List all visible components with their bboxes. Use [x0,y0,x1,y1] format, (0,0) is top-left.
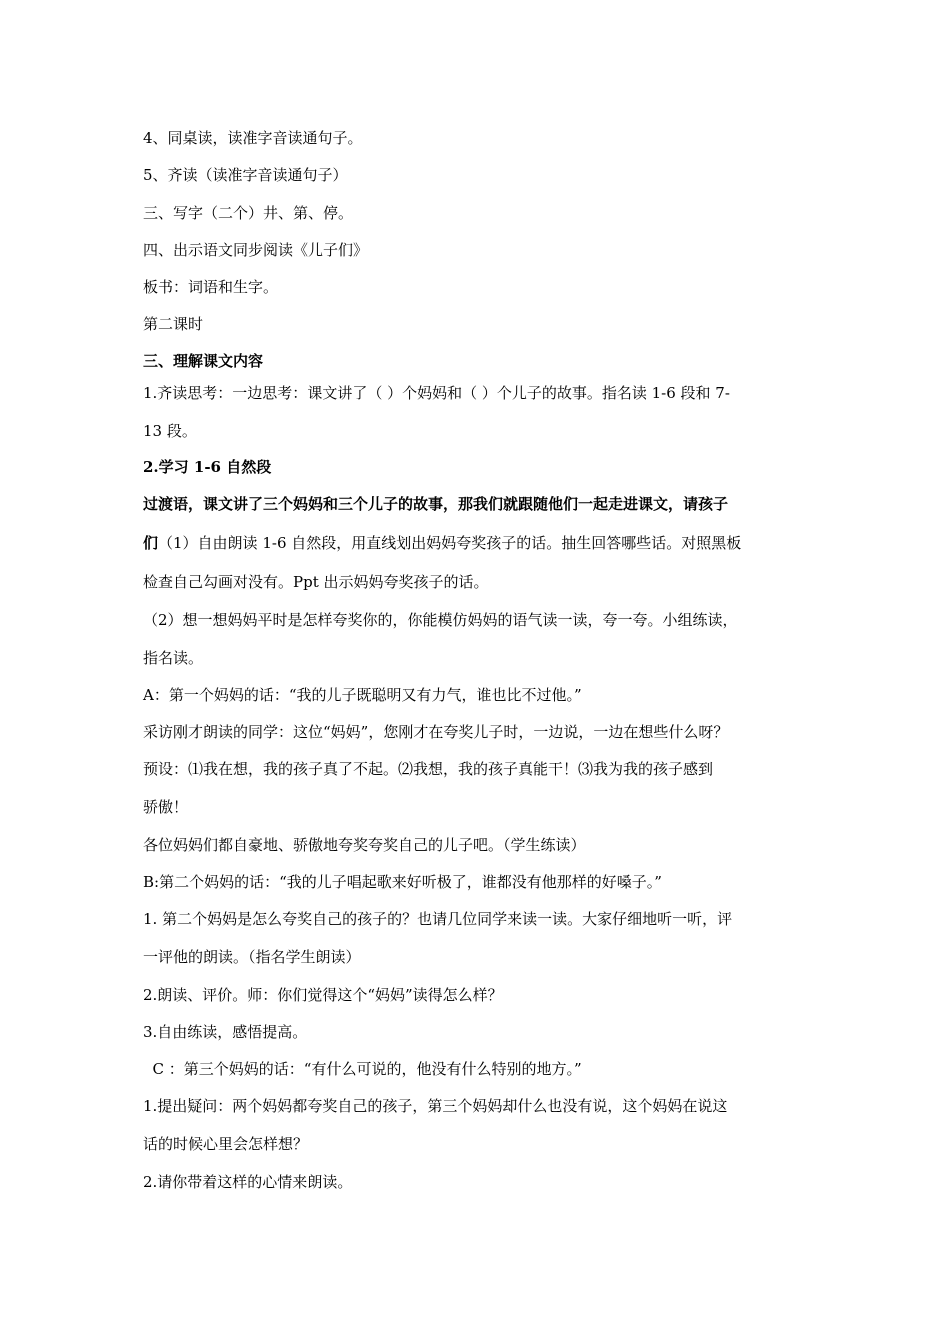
text-line: B:第二个妈妈的话：“我的儿子唱起歌来好听极了，谁都没有他那样的好嗓子。” [143,873,662,891]
text-line: 检查自己勾画对没有。Ppt 出示妈妈夸奖孩子的话。 [143,573,489,591]
section-heading: 2.学习 1-6 自然段 [143,458,272,476]
text-line: 1. 第二个妈妈是怎么夸奖自己的孩子的？也请几位同学来读一读。大家仔细地听一听，评 [143,910,733,928]
text-line: 话的时候心里会怎样想？ [143,1135,309,1153]
text-line: 5、齐读（读准字音读通句子） [143,166,348,184]
text-line: 第二课时 [143,315,204,333]
transition-text: 过渡语，课文讲了三个妈妈和三个儿子的故事，那我们就跟随他们一起走进课文，请孩子 [143,495,729,513]
text-line: A：第一个妈妈的话：“我的儿子既聪明又有力气，谁也比不过他。” [143,686,582,704]
text-line [143,533,741,553]
text-line: 指名读。 [143,649,204,667]
text-line: 板书：词语和生字。 [143,278,279,296]
text-line: 各位妈妈们都自豪地、骄傲地夸奖夸奖自己的儿子吧。（学生练读） [143,836,586,854]
text-line: 一评他的朗读。（指名学生朗读） [143,948,361,966]
bold-fragment: 们 [143,534,159,552]
text-line: 2.朗读、评价。师：你们觉得这个“妈妈”读得怎么样？ [143,986,503,1004]
section-heading: 三、理解课文内容 [143,352,264,370]
text-line: 1.齐读思考：一边思考：课文讲了（ ）个妈妈和（ ）个儿子的故事。指名读 1-6 段和 7- [143,384,730,402]
text-line: 1.提出疑问：两个妈妈都夸奖自己的孩子，第三个妈妈却什么也没有说，这个妈妈在说这 [143,1097,728,1115]
text-line: 预设：⑴我在想，我的孩子真了不起。⑵我想，我的孩子真能干！⑶我为我的孩子感到 [143,760,714,778]
text-line: 骄傲！ [143,798,189,816]
text-line: 4、同桌读，读准字音读通句子。 [143,129,363,147]
text-line: 3.自由练读，感悟提高。 [143,1023,308,1041]
text-line: 2.请你带着这样的心情来朗读。 [143,1173,353,1191]
text-line: （2）想一想妈妈平时是怎样夸奖你的，你能模仿妈妈的语气读一读，夸一夸。小组练读， [143,611,738,629]
text-line: 13 段。 [143,422,197,440]
text-line: 采访刚才朗读的同学：这位“妈妈”，您刚才在夸奖儿子时，一边说，一边在想些什么呀？ [143,723,729,741]
text-line: C ：第三个妈妈的话：“有什么可说的，他没有什么特别的地方。” [143,1060,582,1078]
text-fragment: （1）自由朗读 1-6 自然段，用直线划出妈妈夸奖孩子的话。抽生回答哪些话。对照黑板 [158,534,742,552]
text-line: 四、出示语文同步阅读《儿子们》 [143,241,369,259]
text-line: 三、写字（二个）井、第、停。 [143,204,354,222]
